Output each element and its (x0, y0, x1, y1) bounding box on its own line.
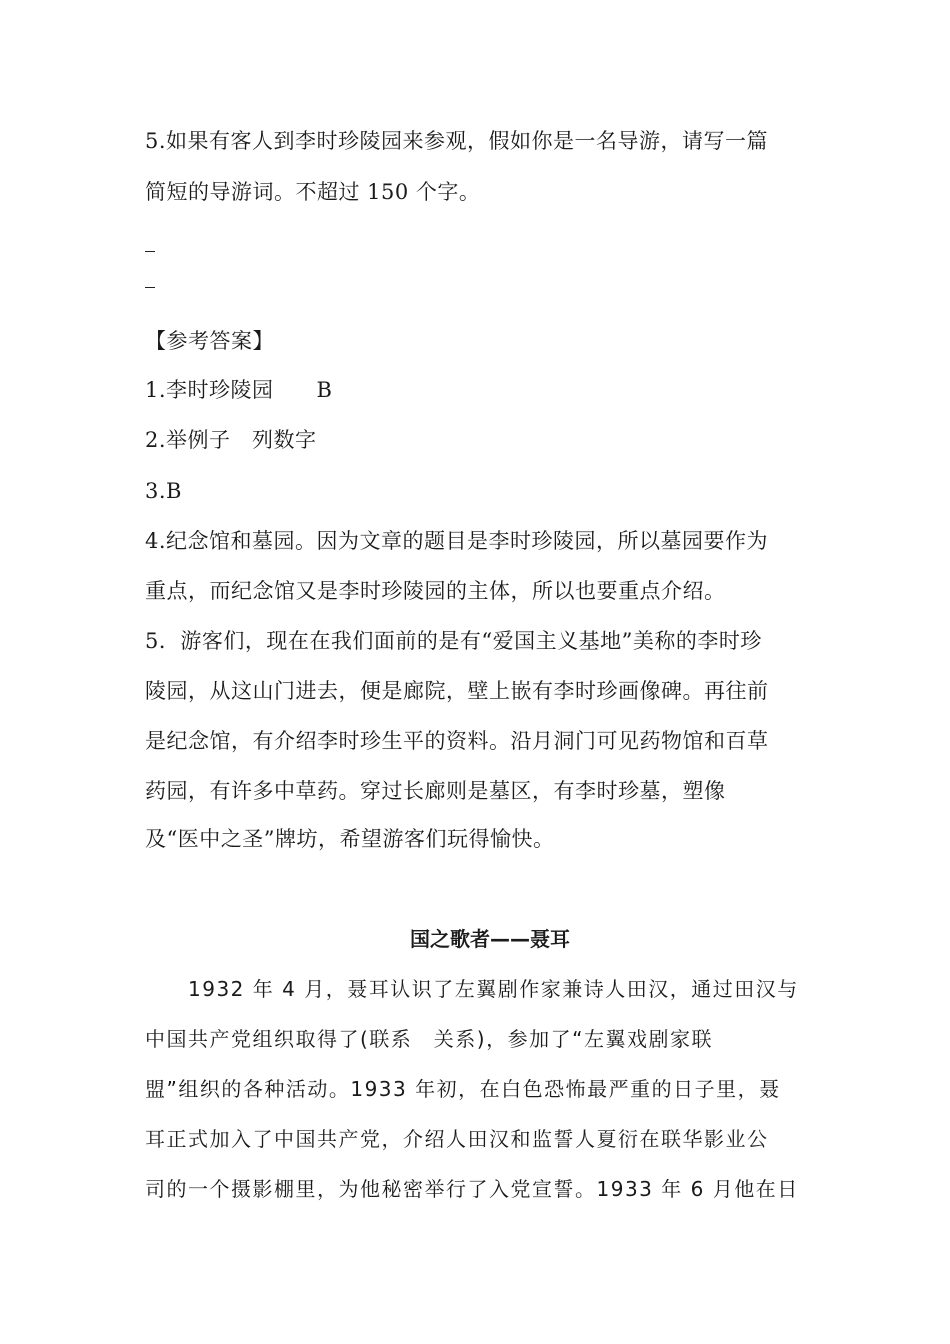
answer-blank-line-1 (145, 251, 155, 252)
answer-4-line-2: 重点，而纪念馆又是李时珍陵园的主体，所以也要重点介绍。 (145, 579, 726, 603)
answer-3: 3.B (145, 479, 182, 503)
answer-5-line-4: 药园，有许多中草药。穿过长廊则是墓区，有李时珍墓，塑像 (145, 779, 726, 803)
article-line-5: 司的一个摄影棚里，为他秘密举行了入党宣誓。1933 年 6 月他在日 (145, 1177, 799, 1201)
answer-5-line-1: 5．游客们，现在在我们面前的是有“爱国主义基地”美称的李时珍 (145, 629, 762, 653)
article-line-2: 中国共产党组织取得了(联系 关系)，参加了“左翼戏剧家联 (145, 1027, 713, 1051)
answer-4-line-1: 4.纪念馆和墓园。因为文章的题目是李时珍陵园，所以墓园要作为 (145, 529, 769, 553)
answer-heading: 【参考答案】 (145, 329, 274, 353)
article-title: 国之歌者——聂耳 (410, 927, 570, 951)
answer-blank-line-2 (145, 287, 155, 288)
article-line-3: 盟”组织的各种活动。1933 年初，在白色恐怖最严重的日子里，聂 (145, 1077, 781, 1101)
answer-5-line-3: 是纪念馆，有介绍李时珍生平的资料。沿月洞门可见药物馆和百草 (145, 729, 769, 753)
question-5-line-1: 5.如果有客人到李时珍陵园来参观，假如你是一名导游，请写一篇 (145, 129, 769, 153)
answer-5-line-5: 及“医中之圣”牌坊，希望游客们玩得愉快。 (145, 827, 555, 851)
answer-5-line-2: 陵园，从这山门进去，便是廊院，壁上嵌有李时珍画像碑。再往前 (145, 679, 769, 703)
answer-1: 1.李时珍陵园 B (145, 378, 333, 402)
article-line-1: 1932 年 4 月，聂耳认识了左翼剧作家兼诗人田汉，通过田汉与 (145, 977, 799, 1001)
answer-2: 2.举例子 列数字 (145, 428, 317, 452)
question-5-line-2: 简短的导游词。不超过 150 个字。 (145, 180, 481, 204)
article-line-4: 耳正式加入了中国共产党，介绍人田汉和监誓人夏衍在联华影业公 (145, 1127, 769, 1151)
